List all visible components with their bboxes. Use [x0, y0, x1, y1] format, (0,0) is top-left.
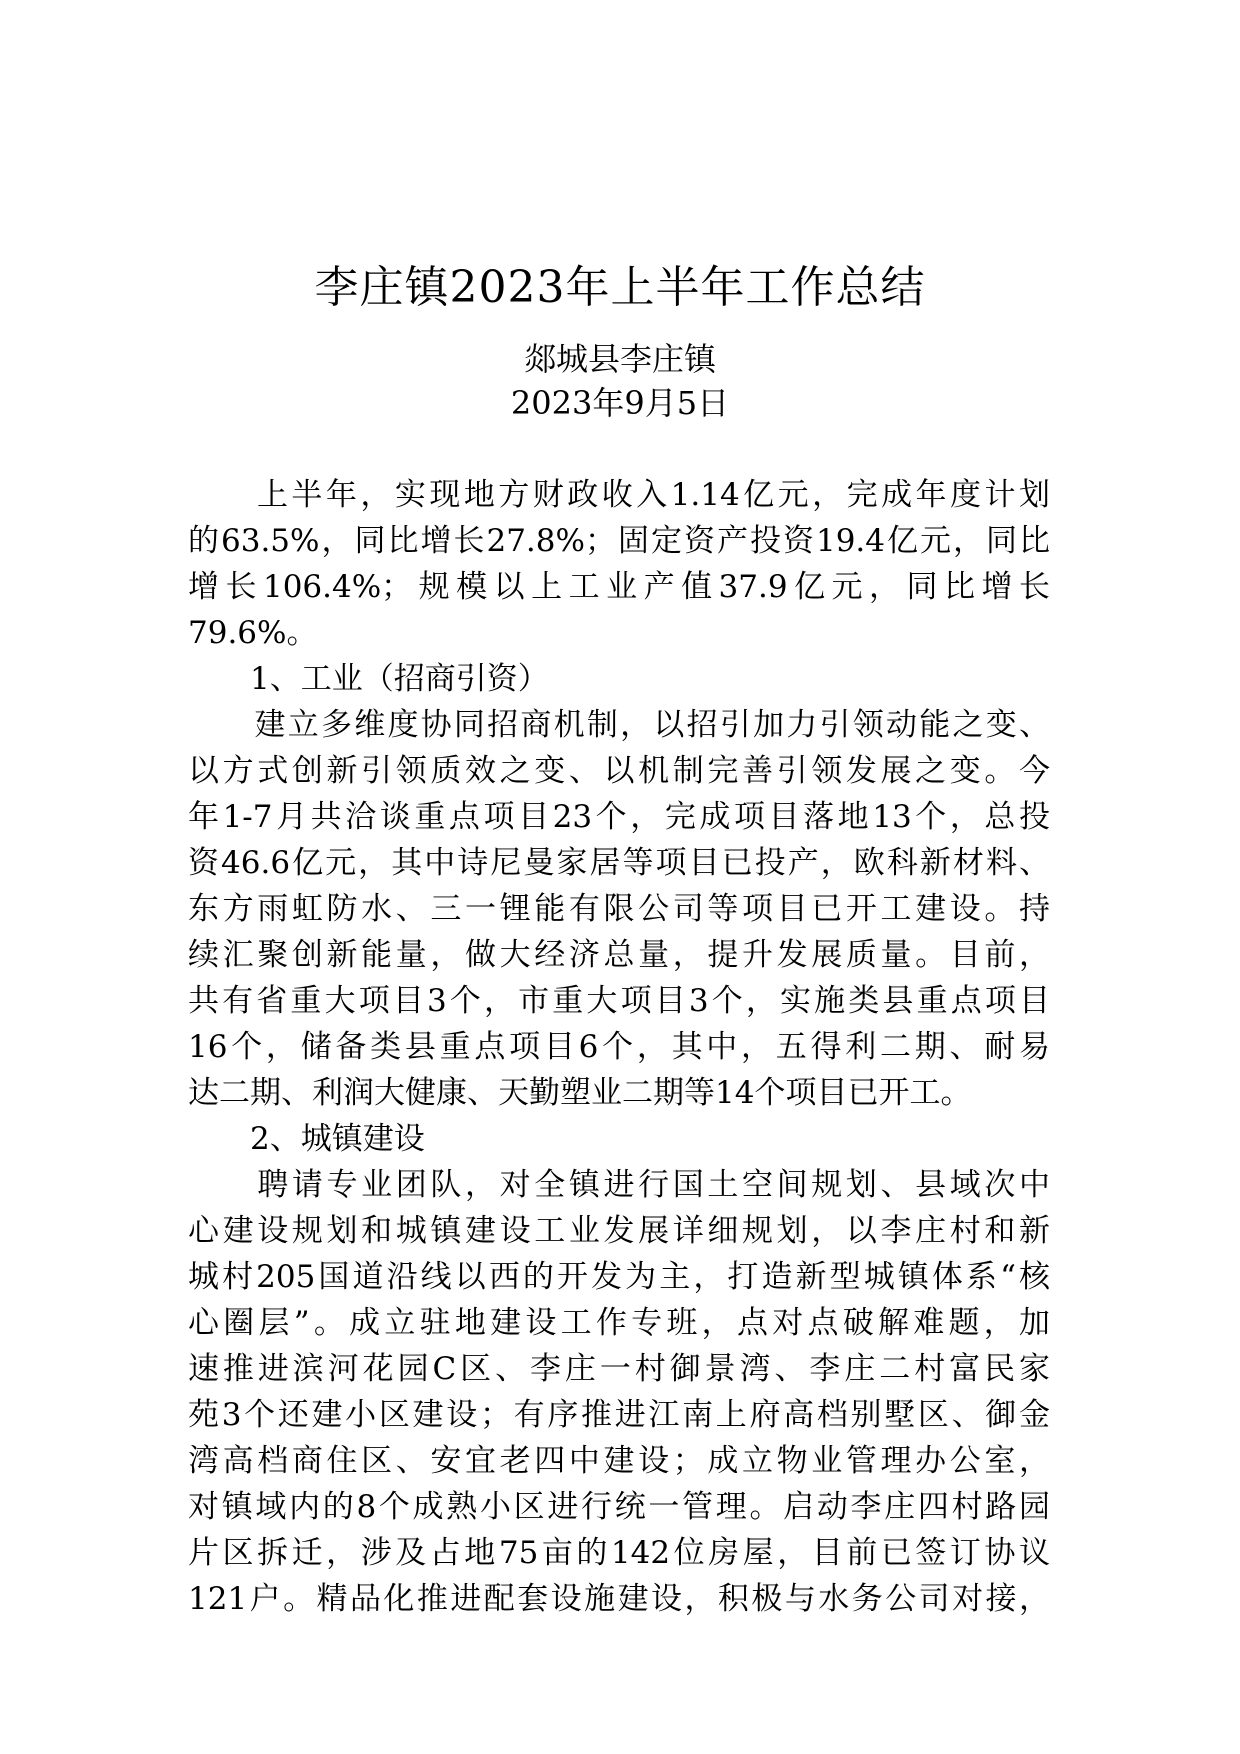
body-text-line: 年1-7月共洽谈重点项目23个，完成项目落地13个，总投 — [188, 799, 1050, 835]
body-text-line: 东方雨虹防水、三一锂能有限公司等项目已开工建设。持 — [188, 891, 1050, 927]
body-text-line: 79.6%。 — [188, 615, 318, 651]
body-text-line: 资46.6亿元，其中诗尼曼家居等项目已投产，欧科新材料、 — [188, 845, 1050, 881]
body-text-line: 苑3个还建小区建设；有序推进江南上府高档别墅区、御金 — [188, 1397, 1050, 1433]
body-text-line: 速推进滨河花园C区、李庄一村御景湾、李庄二村富民家 — [188, 1351, 1050, 1387]
document-body — [188, 472, 1050, 1622]
document-title: 李庄镇2023年上半年工作总结 — [314, 262, 926, 313]
body-text-line: 聘请专业团队，对全镇进行国土空间规划、县域次中 — [188, 1167, 1050, 1203]
body-text-line: 共有省重大项目3个，市重大项目3个，实施类县重点项目 — [188, 983, 1050, 1019]
body-text-line: 建立多维度协同招商机制，以招引加力引领动能之变、 — [188, 707, 1050, 743]
body-text-line: 对镇域内的8个成熟小区进行统一管理。启动李庄四村路园 — [188, 1489, 1050, 1525]
body-text-line: 湾高档商住区、安宜老四中建设；成立物业管理办公室， — [188, 1443, 1050, 1479]
body-text-line: 以方式创新引领质效之变、以机制完善引领发展之变。今 — [188, 753, 1050, 789]
body-text-line: 上半年，实现地方财政收入1.14亿元，完成年度计划 — [188, 477, 1050, 513]
body-text-line: 的63.5%，同比增长27.8%；固定资产投资19.4亿元，同比 — [188, 523, 1050, 559]
body-text-line: 121户。精品化推进配套设施建设，积极与水务公司对接， — [188, 1581, 1050, 1617]
document-date: 2023年9月5日 — [510, 384, 730, 422]
document-author: 郯城县李庄镇 — [523, 340, 716, 378]
body-text-line: 2、城镇建设 — [188, 1121, 425, 1157]
body-text-line: 增长106.4%；规模以上工业产值37.9亿元，同比增长 — [188, 569, 1050, 605]
body-text-line: 心圈层”。成立驻地建设工作专班，点对点破解难题，加 — [188, 1305, 1050, 1341]
body-text-line: 城村205国道沿线以西的开发为主，打造新型城镇体系“核 — [188, 1259, 1050, 1295]
body-text-line: 续汇聚创新能量，做大经济总量，提升发展质量。目前， — [188, 937, 1050, 973]
body-text-line: 16个，储备类县重点项目6个，其中，五得利二期、耐易 — [188, 1029, 1050, 1065]
body-text-line: 片区拆迁，涉及占地75亩的142位房屋，目前已签订协议 — [188, 1535, 1050, 1571]
body-text-line: 达二期、利润大健康、天勤塑业二期等14个项目已开工。 — [188, 1075, 972, 1111]
body-text-line: 1、工业（招商引资） — [188, 661, 549, 697]
body-text-line: 心建设规划和城镇建设工业发展详细规划，以李庄村和新 — [188, 1213, 1050, 1249]
